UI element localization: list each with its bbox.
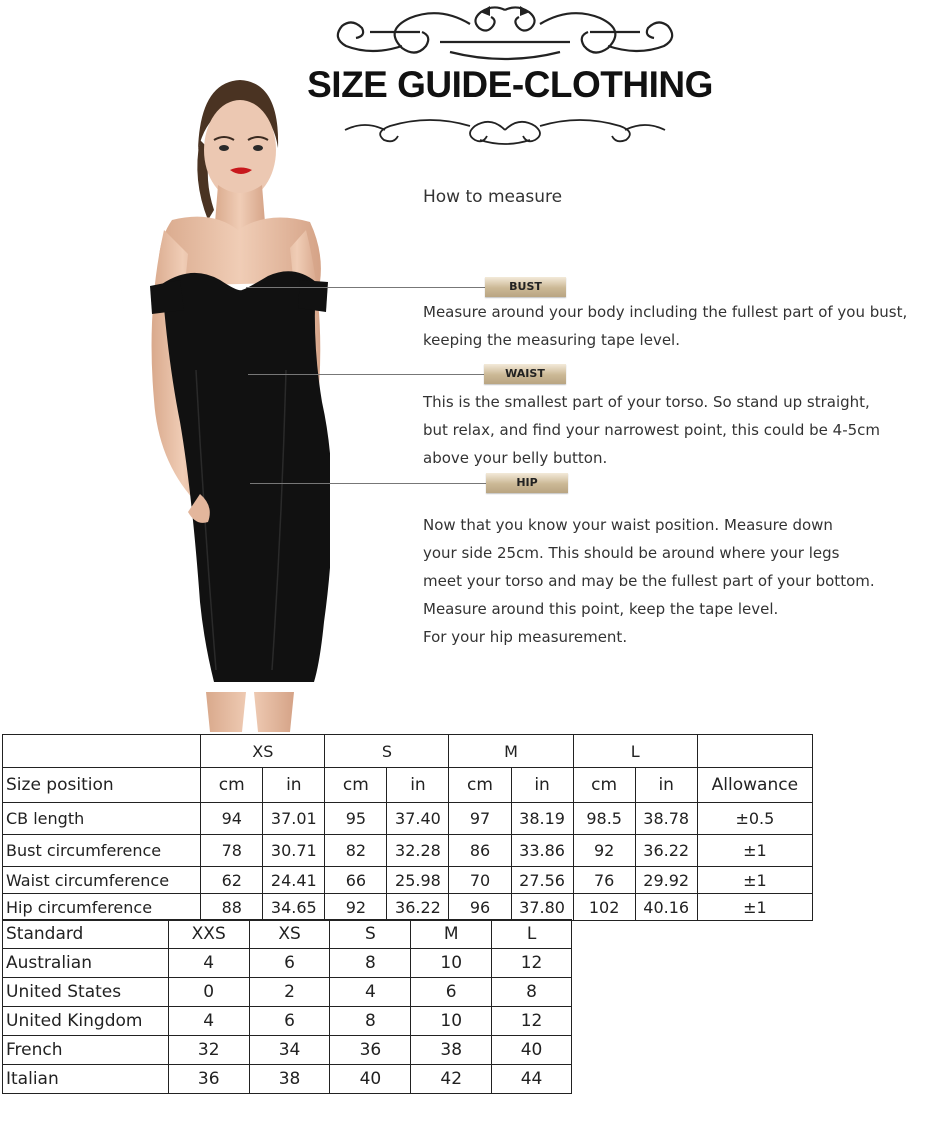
unit-cm: cm (573, 768, 635, 803)
bust-description (423, 298, 907, 354)
std-cell: 8 (330, 1007, 411, 1036)
table-cell: 40.16 (635, 894, 697, 921)
decorative-ornament-top (330, 2, 680, 62)
size-header-s: S (325, 735, 449, 768)
std-cell: 40 (330, 1065, 411, 1094)
allowance-cell: ±1 (697, 835, 812, 867)
table-cell: 78 (201, 835, 263, 867)
table-cell: 37.40 (387, 803, 449, 835)
size-measurement-table (2, 734, 813, 921)
size-header-m: M (449, 735, 573, 768)
std-header-cell: XS (249, 920, 330, 949)
std-cell: 36 (330, 1036, 411, 1065)
std-cell: 6 (411, 978, 492, 1007)
row-label: CB length (3, 803, 201, 835)
table-cell: 24.41 (263, 867, 325, 894)
hip-line-4: Measure around this point, keep the tape level. (423, 600, 779, 618)
std-header-cell: L (492, 920, 572, 949)
table-cell: 62 (201, 867, 263, 894)
unit-in: in (263, 768, 325, 803)
decorative-ornament-bottom (330, 108, 680, 148)
unit-in: in (635, 768, 697, 803)
row-label: Hip circumference (3, 894, 201, 921)
table-cell: 86 (449, 835, 511, 867)
allowance-cell: ±0.5 (697, 803, 812, 835)
table-corner-cell (3, 735, 201, 768)
table-cell: 88 (201, 894, 263, 921)
table-cell: 25.98 (387, 867, 449, 894)
row-label: Bust circumference (3, 835, 201, 867)
hip-line-2: your side 25cm. This should be around where your legs (423, 544, 840, 562)
std-cell: 32 (168, 1036, 249, 1065)
table-cell: 92 (573, 835, 635, 867)
table-cell: 29.92 (635, 867, 697, 894)
table-cell: 96 (449, 894, 511, 921)
table-cell: 70 (449, 867, 511, 894)
std-cell: 12 (492, 1007, 572, 1036)
allowance-header-empty (697, 735, 812, 768)
std-cell: 38 (411, 1036, 492, 1065)
std-cell: 4 (330, 978, 411, 1007)
std-cell: 44 (492, 1065, 572, 1094)
std-row-label: United States (3, 978, 169, 1007)
table-cell: 38.78 (635, 803, 697, 835)
std-cell: 6 (249, 1007, 330, 1036)
how-to-measure-heading: How to measure (423, 187, 563, 207)
table-cell: 37.01 (263, 803, 325, 835)
unit-in: in (387, 768, 449, 803)
row-label: Waist circumference (3, 867, 201, 894)
std-cell: 34 (249, 1036, 330, 1065)
std-row-label: Italian (3, 1065, 169, 1094)
hip-pointer-line (250, 483, 486, 484)
std-cell: 8 (492, 978, 572, 1007)
waist-description (423, 388, 880, 472)
table-cell: 36.22 (635, 835, 697, 867)
waist-tag: WAIST (484, 364, 566, 384)
size-header-xs: XS (201, 735, 325, 768)
model-illustration (0, 70, 330, 732)
table-cell: 94 (201, 803, 263, 835)
std-header-cell: M (411, 920, 492, 949)
waist-line-2: but relax, and find your narrowest point, this could be 4-5cm (423, 421, 881, 439)
waist-line-1: This is the smallest part of your torso. So stand up straight, (423, 393, 870, 411)
hip-line-5: For your hip measurement. (423, 628, 628, 646)
hip-description (423, 511, 875, 651)
allowance-label: Allowance (697, 768, 812, 803)
std-cell: 40 (492, 1036, 572, 1065)
table-cell: 92 (325, 894, 387, 921)
table-cell: 97 (449, 803, 511, 835)
bust-line-1: Measure around your body including the fullest part of you bust, (423, 303, 908, 321)
allowance-cell: ±1 (697, 894, 812, 921)
table-cell: 76 (573, 867, 635, 894)
hip-line-1: Now that you know your waist position. Measure down (423, 516, 833, 534)
std-cell: 10 (411, 949, 492, 978)
unit-cm: cm (201, 768, 263, 803)
bust-line-2: keeping the measuring tape level. (423, 331, 680, 349)
std-header-cell: S (330, 920, 411, 949)
allowance-cell: ±1 (697, 867, 812, 894)
standard-header: Standard (3, 920, 169, 949)
std-cell: 42 (411, 1065, 492, 1094)
std-cell: 12 (492, 949, 572, 978)
table-cell: 27.56 (511, 867, 573, 894)
page-title: SIZE GUIDE-CLOTHING (307, 64, 713, 105)
std-cell: 0 (168, 978, 249, 1007)
std-cell: 2 (249, 978, 330, 1007)
std-header-cell: XXS (168, 920, 249, 949)
std-cell: 4 (168, 1007, 249, 1036)
table-cell: 37.80 (511, 894, 573, 921)
std-cell: 4 (168, 949, 249, 978)
size-standard-table (2, 919, 572, 1094)
std-row-label: Australian (3, 949, 169, 978)
table-cell: 30.71 (263, 835, 325, 867)
table-cell: 82 (325, 835, 387, 867)
table-cell: 33.86 (511, 835, 573, 867)
std-cell: 10 (411, 1007, 492, 1036)
std-row-label: French (3, 1036, 169, 1065)
hip-tag: HIP (486, 473, 568, 493)
bust-pointer-line (246, 287, 486, 288)
unit-cm: cm (325, 768, 387, 803)
size-header-l: L (573, 735, 697, 768)
table-cell: 38.19 (511, 803, 573, 835)
table-cell: 66 (325, 867, 387, 894)
std-cell: 6 (249, 949, 330, 978)
unit-in: in (511, 768, 573, 803)
size-position-label: Size position (3, 768, 201, 803)
std-cell: 8 (330, 949, 411, 978)
table-cell: 32.28 (387, 835, 449, 867)
std-cell: 38 (249, 1065, 330, 1094)
waist-pointer-line (248, 374, 484, 375)
std-row-label: United Kingdom (3, 1007, 169, 1036)
waist-line-3: above your belly button. (423, 449, 608, 467)
bust-tag: BUST (485, 277, 566, 297)
std-cell: 36 (168, 1065, 249, 1094)
table-cell: 34.65 (263, 894, 325, 921)
table-cell: 95 (325, 803, 387, 835)
unit-cm: cm (449, 768, 511, 803)
hip-line-3: meet your torso and may be the fullest part of your bottom. (423, 572, 875, 590)
table-cell: 102 (573, 894, 635, 921)
table-cell: 98.5 (573, 803, 635, 835)
table-cell: 36.22 (387, 894, 449, 921)
